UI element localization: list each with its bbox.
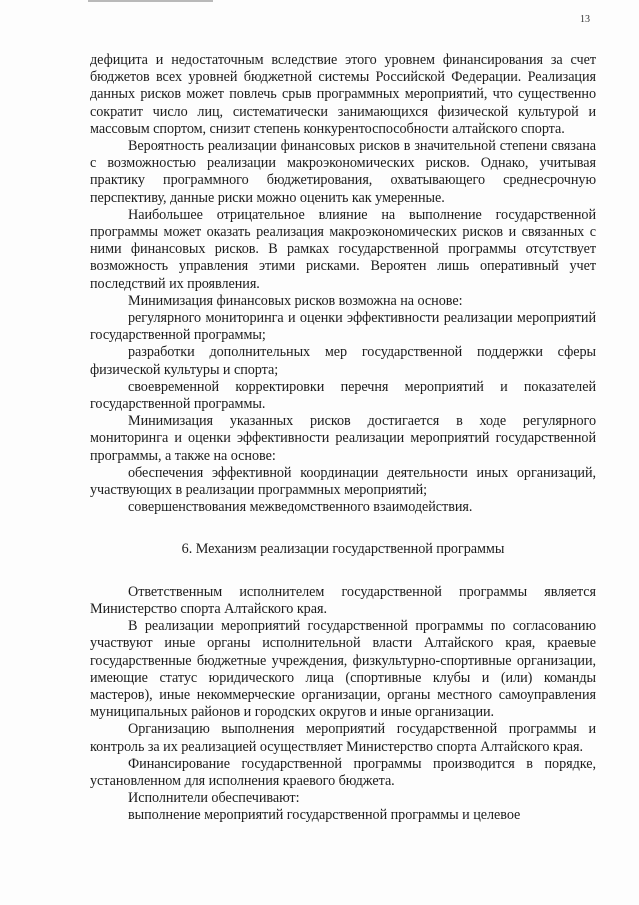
- paragraph: Минимизация финансовых рисков возможна на основе:: [128, 292, 463, 309]
- scan-artifact-line: [88, 0, 213, 2]
- list-item: регулярного мониторинга и оценки эффективности реализации мероприятий государственной программы;: [90, 310, 596, 344]
- paragraph: В реализации мероприятий государственной программы по согласованию участвуют иные органы исполнительной власти Алтайского края, краевые государственные бюджетные учреждения, физкультурно-спортивные организации, имеющие статус юридического лица (спортивные клубы и (или) команды мастеров), иные некоммерческие организации, органы местного самоуправления муниципальных районов и городских округов и иные организации.: [90, 618, 596, 721]
- paragraph-continuation: дефицита и недостаточным вследствие этого уровнем финансирования за счет бюджетов всех уровней бюджетной системы Российской Федерации. Реализация данных рисков может повлечь срыв программных мероприятий, что существенно сократит число лиц, систематически занимающихся физической культурой и массовым спортом, снизит степень конкурентоспособности алтайского спорта.: [90, 52, 596, 137]
- list-item: разработки дополнительных мер государственной поддержки сферы физической культуры и спорта;: [90, 344, 596, 378]
- paragraph: Минимизация указанных рисков достигается в ходе регулярного мониторинга и оценки эффективности реализации мероприятий государственной программы, а также на основе:: [90, 413, 596, 464]
- list-item: выполнение мероприятий государственной программы и целевое: [128, 807, 521, 824]
- list-item: обеспечения эффективной координации деятельности иных организаций, участвующих в реализации программных мероприятий;: [90, 464, 596, 499]
- paragraph: Исполнители обеспечивают:: [128, 790, 300, 807]
- paragraph: Вероятность реализации финансовых рисков в значительной степени связана с возможностью реализации макроэкономических рисков. Однако, учитывая практику программного бюджетирования, охватывающего среднесрочную перспективу, данные риски можно оценить как умеренные.: [90, 138, 596, 206]
- paragraph: Наибольшее отрицательное влияние на выполнение государственной программы может оказать реализация макроэкономических рисков и связанных с ними финансовых рисков. В рамках государственной программы отсутствует возможность управления этими рисками. Вероятен лишь оперативный учет последствий их проявления.: [90, 206, 596, 292]
- section-heading: 6. Механизм реализации государственной программы: [181, 541, 505, 558]
- list-item: совершенствования межведомственного взаимодействия.: [128, 499, 473, 516]
- document-body: [90, 52, 596, 825]
- paragraph: Организацию выполнения мероприятий государственной программы и контроль за их реализацией осуществляет Министерство спорта Алтайского края.: [90, 721, 596, 755]
- paragraph: Ответственным исполнителем государственной программы является Министерство спорта Алтайского края.: [90, 583, 596, 617]
- list-item: своевременной корректировки перечня мероприятий и показателей государственной программы.: [90, 378, 596, 413]
- page-number: 13: [580, 14, 590, 25]
- paragraph: Финансирование государственной программы производится в порядке, установленном для исполнения краевого бюджета.: [90, 755, 596, 789]
